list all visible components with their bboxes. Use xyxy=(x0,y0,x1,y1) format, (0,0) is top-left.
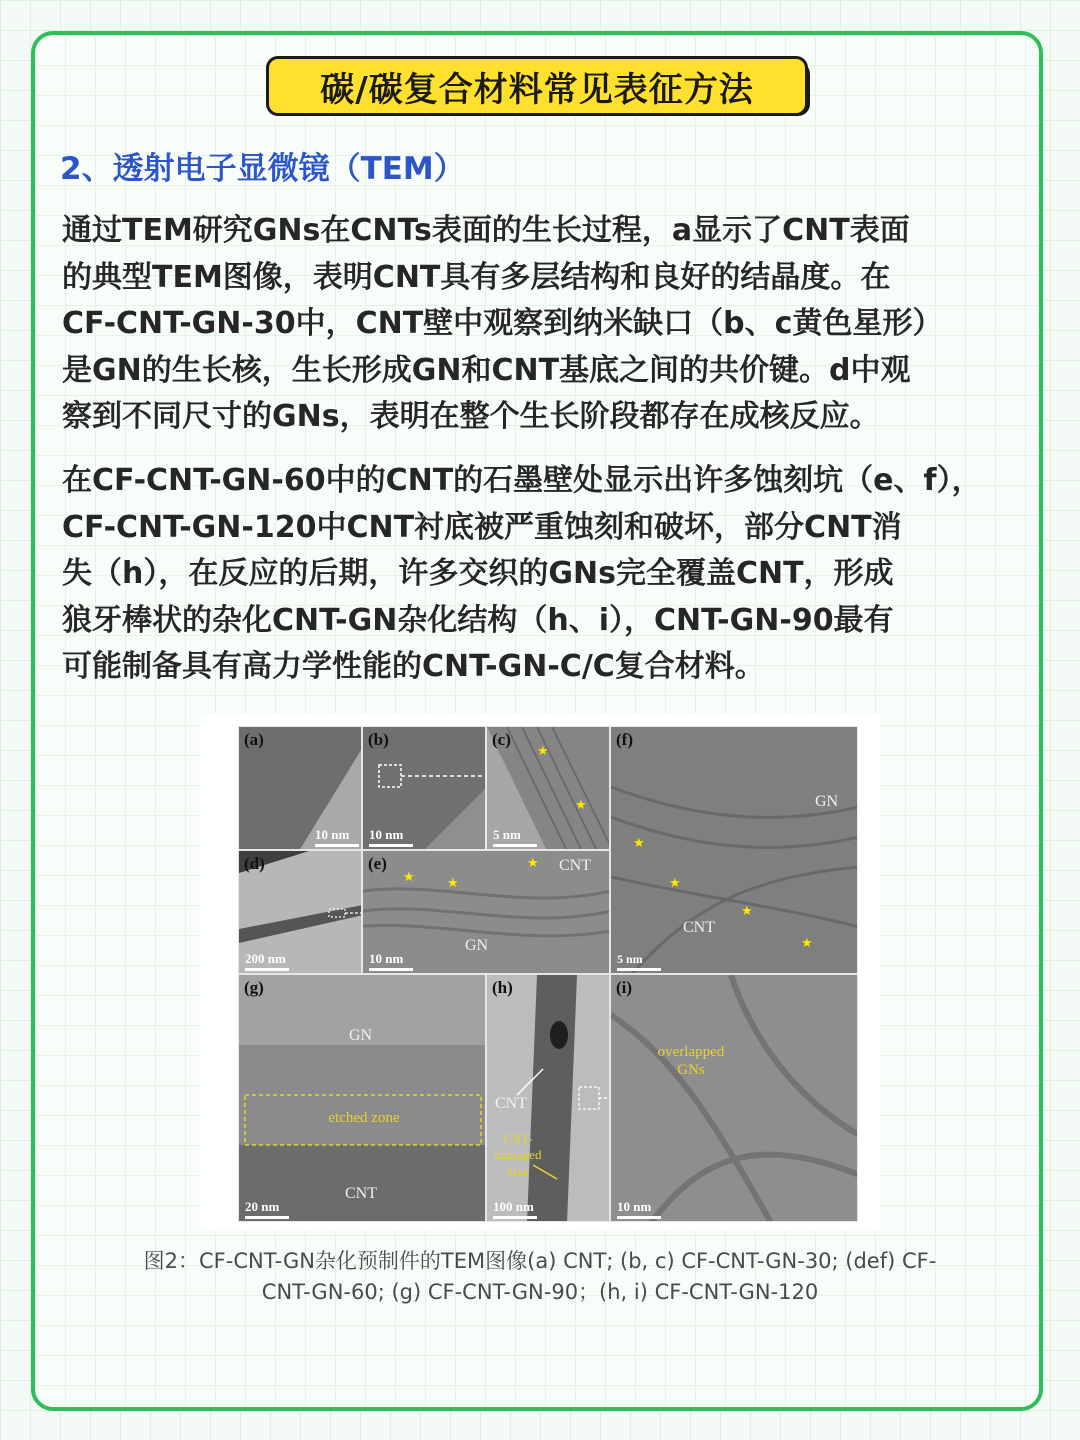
panel-h xyxy=(486,974,610,1222)
panel-a xyxy=(238,726,362,850)
scale-bar: 200 nm xyxy=(245,951,286,966)
page-title: 碳/碳复合材料常见表征方法 xyxy=(266,56,808,116)
scale-bar: 20 nm xyxy=(245,1199,280,1214)
star-marker: ★ xyxy=(403,870,415,885)
paragraph-1 xyxy=(62,208,1030,441)
scale-bar: 10 nm xyxy=(617,1199,652,1214)
paragraph-line: 的典型TEM图像，表明CNT具有多层结构和良好的结晶度。在 xyxy=(62,259,891,295)
paragraph-line: 是GN的生长核，生长形成GN和CNT基底之间的共价键。d中观 xyxy=(62,352,911,388)
panel-f-texture xyxy=(611,727,858,974)
paragraph-2 xyxy=(62,458,1030,691)
panel-label: (g) xyxy=(244,978,264,997)
etched-zone-tag: etched zone xyxy=(328,1110,400,1126)
star-marker: ★ xyxy=(575,798,587,813)
star-marker: ★ xyxy=(669,876,681,891)
panel-d xyxy=(238,850,362,974)
tem-figure xyxy=(200,714,880,1230)
star-marker: ★ xyxy=(527,856,539,871)
panel-label: (a) xyxy=(244,730,264,749)
cnt-tag: CNT xyxy=(559,857,591,874)
cnt-tag: CNT xyxy=(683,919,715,936)
star-marker: ★ xyxy=(537,744,549,759)
panel-label: (i) xyxy=(616,978,633,997)
panel-b xyxy=(362,726,486,850)
panel-label: (e) xyxy=(368,854,387,873)
figure-caption xyxy=(90,1246,990,1308)
scale-bar: 10 nm xyxy=(369,951,404,966)
caption-line: 图2：CF-CNT-GN杂化预制件的TEM图像(a) CNT; (b, c) CF-CNT-GN-30; (def) CF- xyxy=(143,1249,937,1273)
paragraph-line: CF-CNT-GN-30中，CNT壁中观察到纳米缺口（b、c黄色星形） xyxy=(62,306,943,341)
scale-bar: 100 nm xyxy=(493,1199,534,1214)
paragraph-line: 可能制备具有高力学性能的CNT-GN-C/C复合材料。 xyxy=(62,649,765,684)
gn-tag: GN xyxy=(815,793,839,810)
gn-tag: GN xyxy=(465,937,489,954)
panel-label: (b) xyxy=(368,730,389,749)
panel-label: (d) xyxy=(244,854,265,873)
panel-label: (f) xyxy=(616,730,633,749)
paragraph-line: 狼牙棒状的杂化CNT-GN杂化结构（h、i），CNT-GN-90最有 xyxy=(62,602,894,638)
caption-line: CNT-GN-60; (g) CF-CNT-GN-90；(h, i) CF-CNT-GN-120 xyxy=(261,1280,819,1304)
damaged-area-tag: CNT- damaged area xyxy=(494,1131,542,1178)
scale-bar: 10 nm xyxy=(315,827,350,842)
star-marker: ★ xyxy=(447,876,459,891)
star-marker: ★ xyxy=(741,904,753,919)
paragraph-line: 失（h），在反应的后期，许多交织的GNs完全覆盖CNT，形成 xyxy=(62,556,894,591)
paragraph-line: 察到不同尺寸的GNs，表明在整个生长阶段都存在成核反应。 xyxy=(62,399,880,434)
overlapped-gns-tag: overlapped GNs xyxy=(657,1044,725,1078)
panel-c xyxy=(486,726,610,850)
panel-e xyxy=(362,850,610,974)
paragraph-line: 通过TEM研究GNs在CNTs表面的生长过程，a显示了CNT表面 xyxy=(62,213,910,248)
title-banner xyxy=(266,56,814,120)
panel-label: (c) xyxy=(492,730,511,749)
panel-i-texture xyxy=(611,975,858,1222)
cnt-tag: CNT xyxy=(345,1185,377,1202)
panel-f xyxy=(610,726,858,974)
scale-bar: 5 nm xyxy=(617,952,643,966)
star-marker: ★ xyxy=(633,836,645,851)
panel-label: (h) xyxy=(492,978,513,997)
paragraph-line: 在CF-CNT-GN-60中的CNT的石墨壁处显示出许多蚀刻坑（e、f）， xyxy=(62,463,982,498)
section-heading: 2、透射电子显微镜（TEM） xyxy=(60,151,465,187)
panel-g xyxy=(238,974,486,1222)
scale-bar: 10 nm xyxy=(369,827,404,842)
paragraph-line: CF-CNT-GN-120中CNT衬底被严重蚀刻和破坏，部分CNT消 xyxy=(62,509,902,545)
star-marker: ★ xyxy=(801,936,813,951)
scale-bar: 5 nm xyxy=(493,827,521,842)
cnt-tag: CNT xyxy=(495,1095,527,1112)
gn-tag: GN xyxy=(349,1027,373,1044)
panel-i xyxy=(610,974,858,1222)
